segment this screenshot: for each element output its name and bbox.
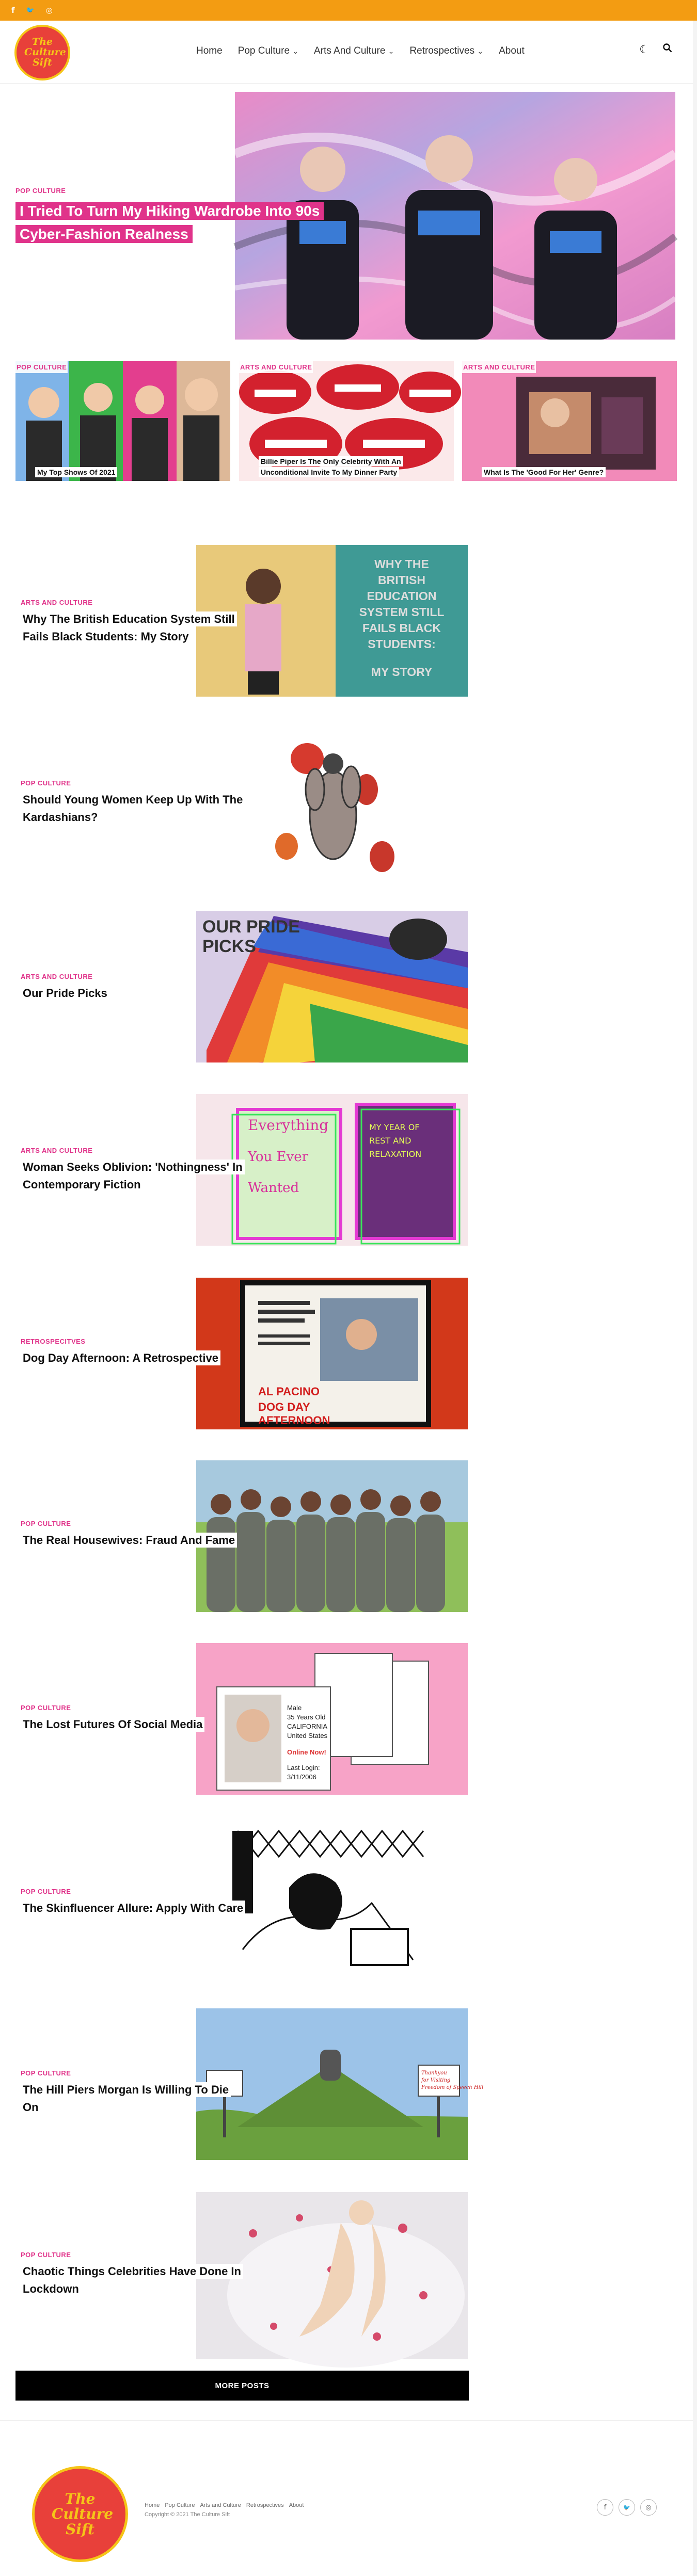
card-category[interactable]: ARTS AND CULTURE (462, 361, 536, 373)
article-title[interactable]: Chaotic Things Celebrities Have Done In Lockdown (21, 2264, 243, 2296)
site-header (0, 21, 697, 84)
copyright-text: Copyright © 2021 The Culture Sift (145, 2511, 230, 2518)
nav-item-about[interactable]: About (499, 45, 525, 56)
image-line: Wanted (248, 1180, 299, 1196)
article-text (21, 2251, 248, 2298)
card-title-wrap (482, 467, 669, 478)
image-line: Male (287, 1704, 302, 1712)
article-category[interactable]: ARTS AND CULTURE (21, 599, 93, 606)
article-category[interactable]: ARTS AND CULTURE (21, 973, 93, 980)
image-line: Everything (248, 1117, 329, 1134)
article-title-wrap (21, 985, 248, 1002)
article-category[interactable]: RETROSPECITVES (21, 1338, 86, 1345)
article-title-wrap (21, 2263, 248, 2298)
image-line: United States (287, 1732, 328, 1740)
image-line: Freedom of Speech Hill (421, 2085, 484, 2090)
logo-text: The Culture Sift (52, 2490, 114, 2538)
main-nav (196, 45, 525, 57)
image-line: for Visiting (421, 2078, 451, 2083)
article-title-wrap (21, 1158, 248, 1194)
image-line: REST AND (369, 1136, 411, 1146)
image-line: 35 Years Old (287, 1713, 326, 1721)
nav-item-home[interactable]: Home (196, 45, 223, 56)
article-title[interactable]: The Hill Piers Morgan Is Willing To Die On (21, 2082, 231, 2115)
card-category[interactable]: POP CULTURE (15, 361, 68, 373)
header-tools (639, 43, 672, 56)
card-title[interactable]: What Is The 'Good For Her' Genre? (482, 467, 606, 477)
article-title[interactable]: The Real Housewives: Fraud And Fame (21, 1533, 237, 1548)
hero-title[interactable]: I Tried To Turn My Hiking Wardrobe Into 90s Cyber-Fashion Realness (15, 202, 324, 243)
hero-title-wrap (15, 200, 336, 246)
footer-link-retrospectives[interactable]: Retrospectives (246, 2502, 284, 2508)
article-title[interactable]: Dog Day Afternoon: A Retrospective (21, 1350, 220, 1365)
article-title-wrap (21, 791, 248, 826)
chevron-down-icon: ⌄ (292, 47, 299, 55)
article-text (21, 1338, 248, 1367)
image-line: STUDENTS: (368, 637, 436, 651)
chevron-down-icon: ⌄ (477, 47, 484, 55)
article-title-wrap (21, 1716, 248, 1733)
footer-social (597, 2499, 657, 2516)
image-line: FAILS BLACK (362, 621, 441, 635)
footer-logo[interactable] (32, 2466, 128, 2562)
image-line: EDUCATION (367, 589, 437, 603)
image-line: MY YEAR OF (369, 1122, 420, 1132)
logo-text: The Culture Sift (24, 36, 66, 68)
article-text (21, 2069, 248, 2116)
article-title[interactable]: Should Young Women Keep Up With The Kardashians? (21, 792, 245, 825)
footer-link-pop-culture[interactable]: Pop Culture (165, 2502, 195, 2508)
image-line: Online Now! (287, 1748, 326, 1756)
site-footer (0, 2420, 697, 2576)
card-billie-piper[interactable] (239, 361, 454, 481)
twitter-icon[interactable]: 🐦 (26, 6, 35, 14)
image-line: AL PACINO (258, 1385, 320, 1398)
article-category[interactable]: POP CULTURE (21, 1888, 71, 1895)
dark-mode-icon[interactable]: ☾ (639, 43, 650, 56)
article-text (21, 1147, 248, 1194)
image-line: PICKS (202, 937, 256, 956)
article-title[interactable]: Woman Seeks Oblivion: 'Nothingness' In Contemporary Fiction (21, 1160, 245, 1192)
image-line: Last Login: (287, 1764, 320, 1772)
footer-link-about[interactable]: About (289, 2502, 304, 2508)
article-title[interactable]: The Skinfluencer Allure: Apply With Care (21, 1901, 245, 1915)
image-line: WHY THE (374, 557, 429, 571)
facebook-icon[interactable]: f (11, 6, 15, 15)
article-title-wrap (21, 2081, 248, 2116)
article-category[interactable]: POP CULTURE (21, 1520, 71, 1527)
image-line: OUR PRIDE (202, 917, 300, 937)
article-title[interactable]: The Lost Futures Of Social Media (21, 1717, 204, 1732)
card-title[interactable]: Billie Piper Is The Only Celebrity With An Unconditional Invite To My Dinner Party (259, 456, 403, 477)
card-title-wrap (259, 456, 446, 478)
image-line: You Ever (248, 1149, 309, 1165)
article-text (21, 779, 248, 826)
search-icon[interactable] (663, 43, 672, 56)
hero-text (15, 187, 336, 246)
article-title-wrap (21, 1532, 248, 1549)
nav-item-retrospectives[interactable]: Retrospectives ⌄ (409, 45, 484, 56)
image-line: DOG DAY (258, 1400, 310, 1413)
article-category[interactable]: ARTS AND CULTURE (21, 1147, 93, 1154)
instagram-icon[interactable]: ◎ (45, 6, 53, 15)
top-bar (0, 0, 697, 21)
chevron-down-icon: ⌄ (388, 47, 394, 55)
image-line: MY STORY (371, 665, 433, 679)
twitter-icon[interactable]: 🐦 (619, 2499, 635, 2516)
article-title-wrap (21, 610, 248, 646)
article-category[interactable]: POP CULTURE (21, 2069, 71, 2077)
nav-item-arts-and-culture[interactable]: Arts And Culture ⌄ (314, 45, 394, 56)
article-text (21, 1520, 248, 1549)
article-title[interactable]: Why The British Education System Still Fails Black Students: My Story (21, 611, 237, 644)
instagram-icon[interactable]: ◎ (640, 2499, 657, 2516)
card-title[interactable]: My Top Shows Of 2021 (35, 467, 117, 477)
article-text (21, 1704, 248, 1733)
image-line: BRITISH (378, 573, 425, 587)
card-top-shows[interactable] (15, 361, 230, 481)
card-title-wrap (35, 467, 222, 478)
article-title[interactable]: Our Pride Picks (21, 986, 109, 1001)
article-text (21, 973, 248, 1002)
facebook-icon[interactable]: f (597, 2499, 613, 2516)
image-line: CALIFORNIA (287, 1722, 328, 1730)
hero-category[interactable]: POP CULTURE (15, 187, 66, 195)
card-category[interactable]: ARTS AND CULTURE (239, 361, 313, 373)
footer-links (145, 2502, 304, 2508)
article-category[interactable]: POP CULTURE (21, 779, 71, 787)
image-line: 3/11/2006 (287, 1773, 316, 1781)
footer-link-arts-and-culture[interactable]: Arts and Culture (200, 2502, 241, 2508)
image-line: RELAXATION (369, 1149, 422, 1159)
image-line: SYSTEM STILL (359, 605, 445, 619)
footer-link-home[interactable]: Home (145, 2502, 160, 2508)
page-scrollbar[interactable] (693, 21, 697, 2576)
image-line: Thankyou (421, 2070, 447, 2076)
article-category[interactable]: POP CULTURE (21, 2251, 71, 2259)
nav-item-pop-culture[interactable]: Pop Culture ⌄ (237, 45, 299, 56)
article-category[interactable]: POP CULTURE (21, 1704, 71, 1712)
article-text (21, 1888, 248, 1917)
site-logo[interactable] (14, 25, 70, 81)
image-line: AFTERNOON (258, 1414, 330, 1427)
card-good-for-her[interactable] (462, 361, 677, 481)
article-text (21, 599, 248, 646)
article-title-wrap (21, 1899, 248, 1917)
article-title-wrap (21, 1349, 248, 1367)
more-posts-button[interactable]: MORE POSTS (15, 2371, 469, 2401)
